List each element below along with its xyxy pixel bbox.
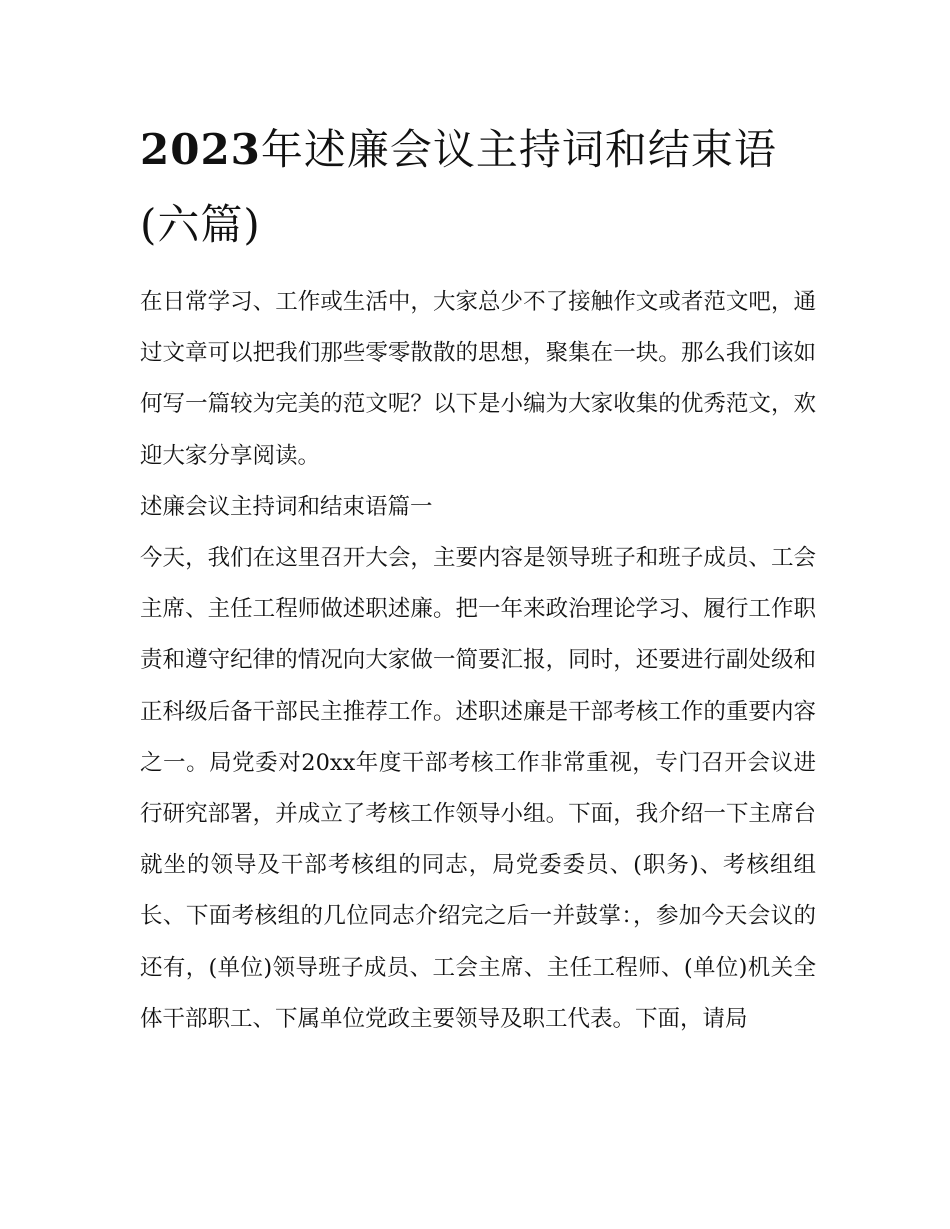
document-title — [140, 112, 820, 262]
section-paragraph: 今天，我们在这里召开大会，主要内容是领导班子和班子成员、工会主席、主任工程师做述职述廉。把一年来政治理论学习、履行工作职责和遵守纪律的情况向大家做一简要汇报，同时，还要进行副处级和正科级后备干部民主推荐工作。述职述廉是干部考核工作的重要内容之一。局党委对20xx年度干部考核工作非常重视，专门召开会议进行研究部署，并成立了考核工作领导小组。下面，我介绍一下主席台就坐的领导及干部考核组的同志，局党委委员、(职务)、考核组组长、下面考核组的几位同志介绍完之后一并鼓掌：，参加今天会议的还有，(单位)领导班子成员、工会主席、主任工程师、(单位)机关全体干部职工、下属单位党政主要领导及职工代表。下面，请局 — [140, 545, 816, 1032]
intro-paragraph: 在日常学习、工作或生活中，大家总少不了接触作文或者范文吧，通过文章可以把我们那些零零散散的思想，聚集在一块。那么我们该如何写一篇较为完美的范文呢？以下是小编为大家收集的优秀范文，欢迎大家分享阅读。 — [140, 289, 816, 469]
title-year: 2023 — [140, 125, 261, 174]
title-text: 年述廉会议主持词和结束语(六篇) — [140, 125, 777, 249]
section-heading: 述廉会议主持词和结束语篇一 — [140, 493, 433, 520]
document-body — [140, 277, 816, 1045]
